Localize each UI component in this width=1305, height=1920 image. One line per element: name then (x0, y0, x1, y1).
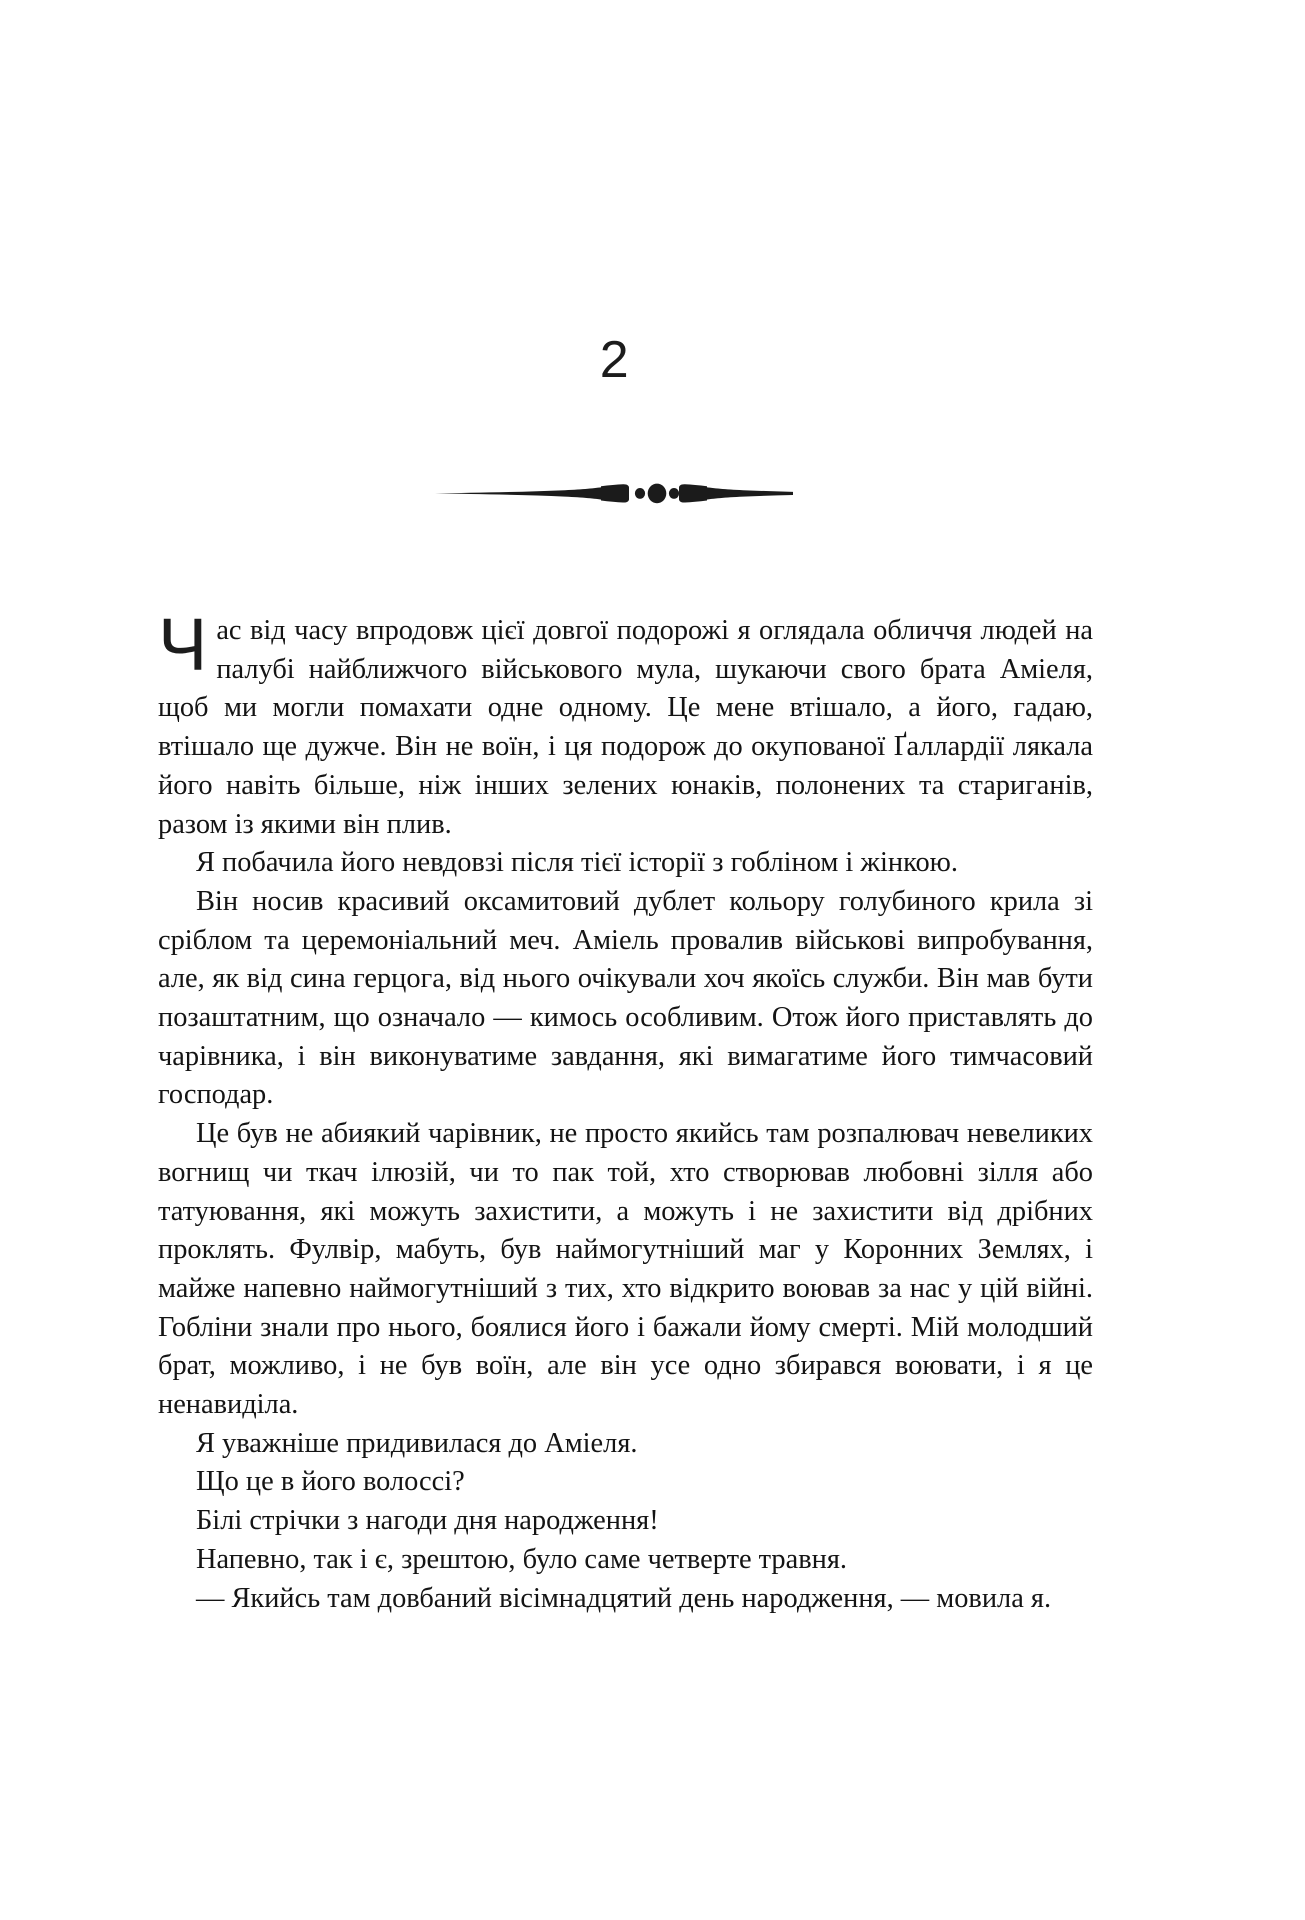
paragraph-text: Він носив красивий оксамитовий дублет кольору голубиного крила зі сріблом та церемоніальний меч. Аміель провалив військові випробування, але, як від сина герцога, від нього очікували хоч якоїсь служби. Він мав бути позаштатним, що означало — кимось особливим. Отож його приставлять до чарівника, і він виконуватиме завдання, які вимагатиме його тимчасовий господар. (158, 885, 1093, 1111)
paragraph-text: Я побачила його невдовзі після тієї історії з гобліном і жінкою. (196, 847, 958, 879)
paragraph (158, 1580, 1093, 1619)
paragraph (158, 844, 1093, 883)
paragraph (158, 1115, 1093, 1425)
chapter-number: 2 (599, 331, 630, 389)
paragraph-text: Білі стрічки з нагоди дня народження! (196, 1505, 659, 1537)
spindle-divider-ornament (0, 470, 1265, 516)
paragraph-text: Я уважніше придивилася до Аміеля. (196, 1427, 638, 1459)
paragraph (158, 603, 1093, 844)
body-text-column (158, 603, 1093, 1618)
paragraph-text: Що це в його волоссі? (196, 1466, 465, 1498)
paragraph (158, 1425, 1093, 1464)
paragraph-text: Це був не абиякий чарівник, не просто якийсь там розпалювач невеликих вогнищ чи ткач ілюзій, чи то пак той, хто створював любовні зілля або татуювання, які можуть захистити, а можуть і не захистити від дрібних проклять. Фулвір, мабуть, був наймогутніший маг у Коронних Землях, і майже напевно наймогутніший з тих, хто відкрито воював за нас у цій війні. Гобліни знали про нього, боялися його і бажали йому смерті. Мій молодший брат, можливо, і не був воїн, але він усе одно збирався воювати, і я це ненавиділа. (158, 1118, 1093, 1421)
paragraph (158, 1463, 1093, 1502)
drop-cap: Ч (158, 603, 208, 686)
paragraph (158, 1541, 1093, 1580)
paragraph (158, 883, 1093, 1115)
paragraph-text: — Якийсь там довбаний вісімнадцятий день народження, — мовила я. (196, 1582, 1052, 1614)
paragraph-text: ас від часу впродовж цієї довгої подорожі я оглядала обличчя людей на палубі найближчого військового мула, шукаючи свого брата Аміеля, щоб ми могли помахати одне одному. Це мене втішало, а його, гадаю, втішало ще дужче. Він не воїн, і ця подорож до окупованої Ґаллардії лякала його навіть більше, ніж інших зелених юнаків, полонених та стариганів, разом із якими він плив. (158, 615, 1093, 840)
paragraph (158, 1502, 1093, 1541)
paragraph-text: Напевно, так і є, зрештою, було саме четверте травня. (196, 1543, 847, 1575)
